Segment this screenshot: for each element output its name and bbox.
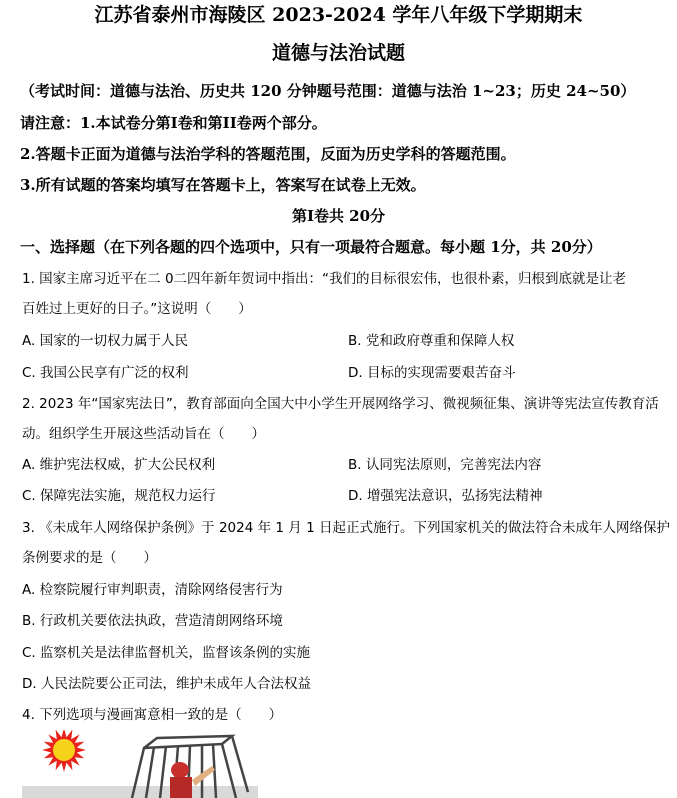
question-2-stem-line-2: 动。组织学生开展这些活动旨在（ ） bbox=[22, 426, 265, 442]
note-1: 请注意：1.本试卷分第I卷和第II卷两个部分。 bbox=[20, 114, 327, 132]
question-2-option-d: D. 增强宪法意识，弘扬宪法精神 bbox=[348, 488, 543, 504]
question-2-option-b: B. 认同宪法原则，完善宪法内容 bbox=[348, 457, 542, 473]
cartoon-illustration bbox=[22, 730, 258, 798]
question-1-option-d: D. 目标的实现需要艰苦奋斗 bbox=[348, 365, 516, 381]
question-1-option-a: A. 国家的一切权力属于人民 bbox=[22, 333, 189, 349]
question-3-option-d: D. 人民法院要公正司法，维护未成年人合法权益 bbox=[22, 676, 311, 692]
part-title: 一、选择题（在下列各题的四个选项中，只有一项最符合题意。每小题 1分，共 20分） bbox=[20, 238, 602, 256]
question-3-option-a: A. 检察院履行审判职责，清除网络侵害行为 bbox=[22, 582, 283, 598]
page-title: 江苏省泰州市海陵区 2023-2024 学年八年级下学期期末 bbox=[94, 4, 583, 26]
question-2-option-c: C. 保障宪法实施，规范权力运行 bbox=[22, 488, 216, 504]
page-subtitle: 道德与法治试题 bbox=[271, 42, 405, 64]
question-4-stem: 4. 下列选项与漫画寓意相一致的是（ ） bbox=[22, 707, 283, 723]
note-2: 2.答题卡正面为道德与法治学科的答题范围，反面为历史学科的答题范围。 bbox=[20, 145, 516, 163]
section-heading: 第I卷共 20分 bbox=[291, 207, 386, 225]
cartoon-svg bbox=[22, 730, 258, 798]
question-1-option-b: B. 党和政府尊重和保障人权 bbox=[348, 333, 515, 349]
question-3-stem-line-2: 条例要求的是（ ） bbox=[22, 550, 157, 566]
question-3-stem-line-1: 3. 《未成年人网络保护条例》于 2024 年 1 月 1 日起正式施行。下列国家机关的做法符合未成年人网络保护 bbox=[22, 520, 670, 536]
question-3-option-c: C. 监察机关是法律监督机关，监督该条例的实施 bbox=[22, 645, 311, 661]
note-3: 3.所有试题的答案均填写在答题卡上，答案写在试卷上无效。 bbox=[20, 176, 426, 194]
question-1-stem-line-2: 百姓过上更好的日子。”这说明（ ） bbox=[22, 301, 252, 317]
exam-info: （考试时间：道德与法治、历史共 120 分钟题号范围：道德与法治 1~23；历史 24~50） bbox=[20, 82, 636, 100]
question-2-stem-line-1: 2. 2023 年“国家宪法日”，教育部面向全国大中小学生开展网络学习、微视频征集、演讲等宪法宣传教育活 bbox=[22, 396, 659, 412]
question-2-option-a: A. 维护宪法权威，扩大公民权利 bbox=[22, 457, 216, 473]
ground bbox=[22, 786, 258, 798]
question-1-option-c: C. 我国公民享有广泛的权利 bbox=[22, 365, 189, 381]
question-1-stem-line-1: 1. 国家主席习近平在二 0二四年新年贺词中指出：“我们的目标很宏伟，也很朴素，归根到底就是让老 bbox=[22, 271, 627, 287]
question-3-option-b: B. 行政机关要依法执政，营造清朗网络环境 bbox=[22, 613, 283, 629]
